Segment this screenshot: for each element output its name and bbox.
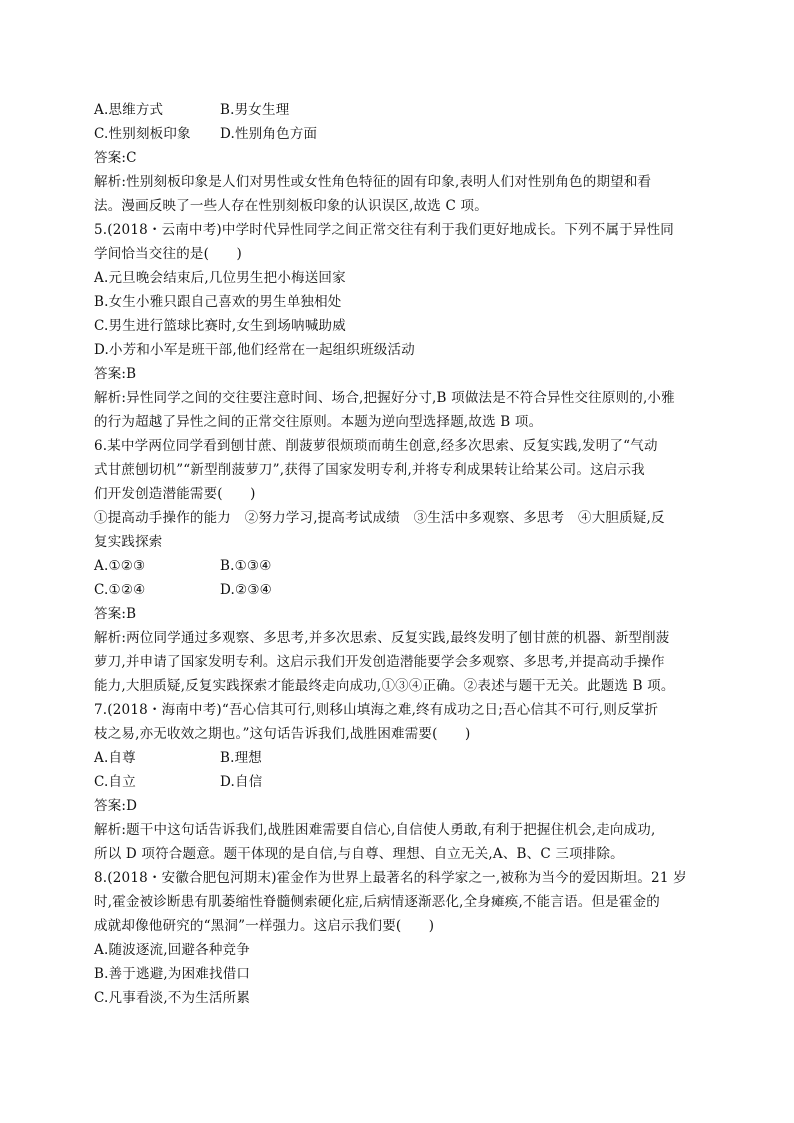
q4-options-row-1 [94, 98, 710, 122]
q7-stem-line: 7.(2018・海南中考)“吾心信其可行,则移山填海之难,终有成功之日;吾心信其不可行,则反掌折 [94, 702, 659, 718]
q6-analysis-line: 解析:两位同学通过多观察、多思考,并多次思索、反复实践,最终发明了刨甘蔗的机器、新型削菠 [94, 630, 670, 646]
q6-stem-line: 们开发创造潜能需要( ) [94, 486, 256, 502]
q6-stem-line: 式甘蔗刨切机”“新型削菠萝刀”,获得了国家发明专利,并将专利成果转让给某公司。这启示我 [94, 462, 645, 478]
q6-items-line: ①提高动手操作的能力 ②努力学习,提高考试成绩 ③生活中多观察、多思考 ④大胆质疑,反 [94, 510, 665, 526]
q6-options-row-1 [94, 554, 710, 578]
q5-answer: 答案:B [94, 366, 137, 382]
q6-stem-line: 6.某中学两位同学看到刨甘蔗、削菠萝很烦琐而萌生创意,经多次思索、反复实践,发明了“气动 [94, 438, 658, 454]
q7-analysis-line: 解析:题干中这句话告诉我们,战胜困难需要自信心,自信使人勇敢,有利于把握住机会,走向成功, [94, 822, 656, 838]
q7-analysis-line: 所以 D 项符合题意。题干体现的是自信,与自尊、理想、自立无关,A、B、C 三项排除。 [94, 846, 624, 862]
q5-option-a[interactable]: A.元旦晚会结束后,几位男生把小梅送回家 [94, 270, 346, 286]
q4-option-c[interactable]: C.性别刻板印象 [94, 126, 191, 142]
q6-option-a[interactable]: A.①②③ [94, 558, 146, 574]
q4-analysis-line: 解析:性别刻板印象是人们对男性或女性角色特征的固有印象,表明人们对性别角色的期望和看 [94, 174, 652, 190]
worksheet-page [94, 98, 710, 1010]
q8-stem-line: 8.(2018・安徽合肥包河期末)霍金作为世界上最著名的科学家之一,被称为当今的爱因斯坦。21 岁 [94, 870, 687, 886]
q6-analysis-line: 能力,大胆质疑,反复实践探索才能最终走向成功,①③④正确。②表述与题干无关。此题选 B 项。 [94, 678, 675, 694]
q6-options-row-2 [94, 578, 710, 602]
q6-option-c[interactable]: C.①②④ [94, 582, 146, 598]
q6-items-line: 复实践探索 [94, 534, 163, 550]
q4-option-d[interactable]: D.性别角色方面 [220, 126, 318, 142]
q7-option-c[interactable]: C.自立 [94, 774, 136, 790]
q5-stem-line: 学间恰当交往的是( ) [94, 246, 242, 262]
q5-option-c[interactable]: C.男生进行篮球比赛时,女生到场呐喊助威 [94, 318, 346, 334]
q7-option-b[interactable]: B.理想 [220, 750, 263, 766]
q8-stem-line: 成就却像他研究的“黑洞”一样强力。这启示我们要( ) [94, 918, 435, 934]
q8-option-c[interactable]: C.凡事看淡,不为生活所累 [94, 990, 251, 1006]
q8-stem-line: 时,霍金被诊断患有肌萎缩性脊髓侧索硬化症,后病情逐渐恶化,全身瘫痪,不能言语。但是霍金的 [94, 894, 660, 910]
q5-analysis-line: 解析:异性同学之间的交往要注意时间、场合,把握好分寸,B 项做法是不符合异性交往原则的,小雅 [94, 390, 675, 406]
q4-options-row-2 [94, 122, 710, 146]
q4-answer: 答案:C [94, 150, 137, 166]
q7-stem-line: 枝之易,亦无收效之期也。”这句话告诉我们,战胜困难需要( ) [94, 726, 471, 742]
q4-analysis-line: 法。漫画反映了一些人存在性别刻板印象的认识误区,故选 C 项。 [94, 198, 488, 214]
q7-options-row-2 [94, 770, 710, 794]
q8-option-a[interactable]: A.随波逐流,回避各种竞争 [94, 942, 250, 958]
q7-answer: 答案:D [94, 798, 138, 814]
q4-option-a[interactable]: A.思维方式 [94, 102, 164, 118]
q5-option-d[interactable]: D.小芳和小军是班干部,他们经常在一起组织班级活动 [94, 342, 415, 358]
q6-option-d[interactable]: D.②③④ [220, 582, 272, 598]
q5-stem-line: 5.(2018・云南中考)中学时代异性同学之间正常交往有利于我们更好地成长。下列不属于异性同 [94, 222, 674, 238]
q7-options-row-1 [94, 746, 710, 770]
q6-answer: 答案:B [94, 606, 137, 622]
q7-option-a[interactable]: A.自尊 [94, 750, 136, 766]
q5-analysis-line: 的行为超越了异性之间的正常交往原则。本题为逆向型选择题,故选 B 项。 [94, 414, 543, 430]
q5-option-b[interactable]: B.女生小雅只跟自己喜欢的男生单独相处 [94, 294, 342, 310]
q4-option-b[interactable]: B.男女生理 [220, 102, 290, 118]
q7-option-d[interactable]: D.自信 [220, 774, 263, 790]
q6-analysis-line: 萝刀,并申请了国家发明专利。这启示我们开发创造潜能要学会多观察、多思考,并提高动手操作 [94, 654, 665, 670]
q6-option-b[interactable]: B.①③④ [220, 558, 272, 574]
q8-option-b[interactable]: B.善于逃避,为困难找借口 [94, 966, 251, 982]
